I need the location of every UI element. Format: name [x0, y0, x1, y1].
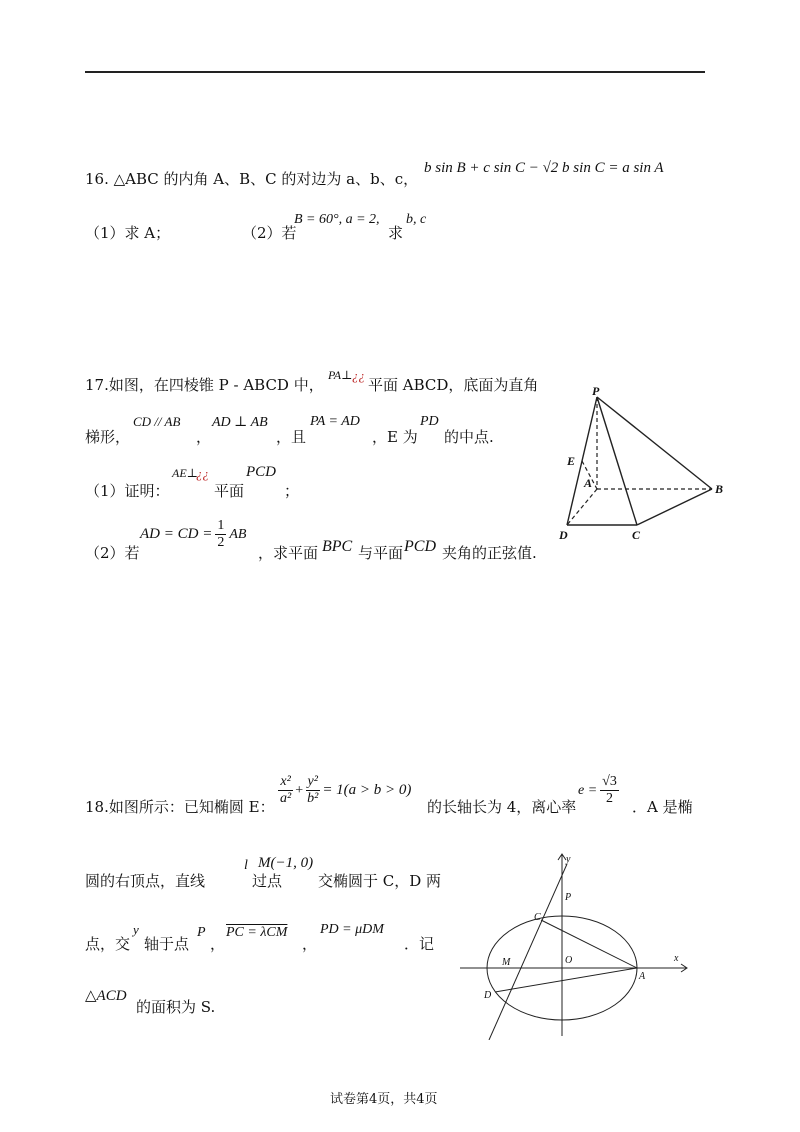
- header-rule: [85, 71, 705, 73]
- q17-part2-formula: [140, 518, 246, 551]
- q17-part1-plane: 平面: [214, 482, 245, 500]
- q17-part1-prefix: （1）证明：: [85, 482, 170, 500]
- q17-line2-f2: AD ⊥ AB: [212, 415, 268, 430]
- q17-line1-b: 平面 ABCD，底面为直角: [368, 376, 539, 394]
- q16-part2-vars: b, c: [406, 212, 427, 227]
- q18-line1-a: 18.如图所示：已知椭圆 E：: [85, 798, 275, 816]
- ellipse-equation: [278, 774, 411, 807]
- label-M: M: [502, 957, 511, 968]
- q18-line2-a: 圆的右顶点，直线: [85, 872, 206, 890]
- q18-line2-b: 过点: [252, 872, 283, 890]
- label-A: A: [584, 476, 593, 490]
- q17-part2-text-c: 夹角的正弦值.: [442, 544, 537, 562]
- q18-line3-y: y: [133, 922, 139, 937]
- q17-part1-garbled: ¿¿: [196, 466, 209, 481]
- fraction-e-numerator: √3: [602, 774, 617, 789]
- q17-part2-prefix: （2）若: [85, 544, 140, 562]
- q18-line3-v1: PC = λCM: [226, 925, 288, 940]
- q18-line1-b: 的长轴长为 4，离心率: [427, 798, 577, 816]
- eccentricity: [578, 774, 619, 807]
- page-footer: 试卷第4页，共4页: [330, 1092, 438, 1107]
- q17-part2-formula-b: AB: [229, 526, 247, 542]
- q17-line2-a: 梯形，: [85, 428, 131, 446]
- q16-formula: b sin B + c sin C − √2 b sin C = a sin A: [424, 160, 664, 176]
- fraction-x-denominator: a²: [280, 791, 292, 806]
- q16-part1: （1）求 A；: [85, 224, 171, 242]
- edge-PC: [597, 397, 637, 525]
- q18-line3-a: 点，交: [85, 935, 131, 953]
- q18-line2-l: l: [244, 858, 248, 873]
- ellipse-rhs: = 1(a > b > 0): [322, 782, 412, 798]
- q17-part1-ae: AE⊥: [172, 466, 198, 480]
- label-E: E: [567, 454, 576, 468]
- label-A: A: [639, 971, 646, 982]
- q17-part2-formula-a: AD = CD =: [140, 526, 213, 542]
- q17-line2-f4: PD: [420, 414, 439, 429]
- q17-line2-f3: PA = AD: [310, 414, 360, 429]
- q18-line2-c: 交椭圆于 C，D 两: [318, 872, 442, 890]
- q18-line3-b: 轴于点: [144, 935, 190, 953]
- q18-line3-c: ，: [210, 935, 226, 953]
- label-D: D: [559, 528, 568, 542]
- eccentricity-lhs: e =: [578, 782, 598, 798]
- pyramid-figure: [550, 385, 730, 550]
- q18-line3-v2: PD = μDM: [320, 922, 384, 937]
- fraction-y: [305, 774, 320, 807]
- edge-PB: [597, 397, 712, 489]
- fraction-y-numerator: y²: [307, 774, 318, 789]
- label-C: C: [632, 528, 641, 542]
- line-l: [489, 864, 567, 1040]
- fraction-denominator: 2: [217, 535, 225, 550]
- q18-line1-c: ．A 是椭: [632, 798, 693, 816]
- segment-CA: [541, 920, 637, 968]
- q18-line3-d: ，: [302, 935, 318, 953]
- label-D: D: [484, 990, 492, 1001]
- q18-line3-e: ．记: [404, 935, 435, 953]
- fraction-x-numerator: x²: [280, 774, 291, 789]
- label-O: O: [565, 955, 573, 966]
- fraction-e-denominator: 2: [606, 791, 614, 806]
- fraction-x: [278, 774, 293, 807]
- edge-CB: [637, 489, 712, 525]
- q16-part2-prefix: （2）若: [242, 224, 297, 242]
- q17-line2-sep1: ，: [196, 428, 212, 446]
- q17-line1-garbled: ¿¿: [352, 368, 365, 383]
- q18-line4-tri: △ACD: [85, 988, 127, 1004]
- q17-part2-text-a: ，求平面: [258, 544, 319, 562]
- q18-line2-m: M(−1, 0): [258, 855, 314, 871]
- segment-DA: [495, 968, 637, 992]
- q17-part2-pcd: PCD: [404, 538, 436, 555]
- q16-text: 16. △ABC 的内角 A、B、C 的对边为 a、b、c，: [85, 170, 419, 188]
- q17-part2-fraction: [215, 518, 226, 551]
- q17-line1-pa: PA⊥: [328, 368, 353, 382]
- fraction-y-denominator: b²: [307, 791, 319, 806]
- fraction-numerator: 1: [217, 518, 225, 533]
- fraction-e: [600, 774, 619, 807]
- q17-line2-c: ，E 为: [372, 428, 418, 446]
- plus-sign: +: [295, 782, 304, 798]
- ellipse-figure: [455, 850, 695, 1040]
- q18-line4-b: 的面积为 S.: [136, 998, 216, 1016]
- q16-part2-cond: B = 60°, a = 2,: [294, 212, 380, 227]
- q17-part2-bpc: BPC: [322, 538, 353, 555]
- q16-part2-ask: 求: [388, 224, 404, 242]
- label-C: C: [534, 912, 541, 923]
- q17-part2-text-b: 与平面: [358, 544, 404, 562]
- label-y: y: [566, 854, 571, 865]
- q17-line2-b: ，且: [276, 428, 307, 446]
- q18-line3-p: P: [197, 925, 206, 940]
- label-B: B: [715, 482, 724, 496]
- label-P: P: [592, 385, 600, 398]
- q17-part1-pcd: PCD: [246, 464, 276, 480]
- q17-line1-a: 17.如图，在四棱锥 P - ABCD 中，: [85, 376, 324, 394]
- label-P: P: [565, 892, 572, 903]
- label-x: x: [674, 953, 679, 964]
- q17-part1-end: ；: [284, 482, 300, 500]
- q17-line2-f1: CD // AB: [133, 414, 181, 429]
- q17-line2-d: 的中点.: [444, 428, 494, 446]
